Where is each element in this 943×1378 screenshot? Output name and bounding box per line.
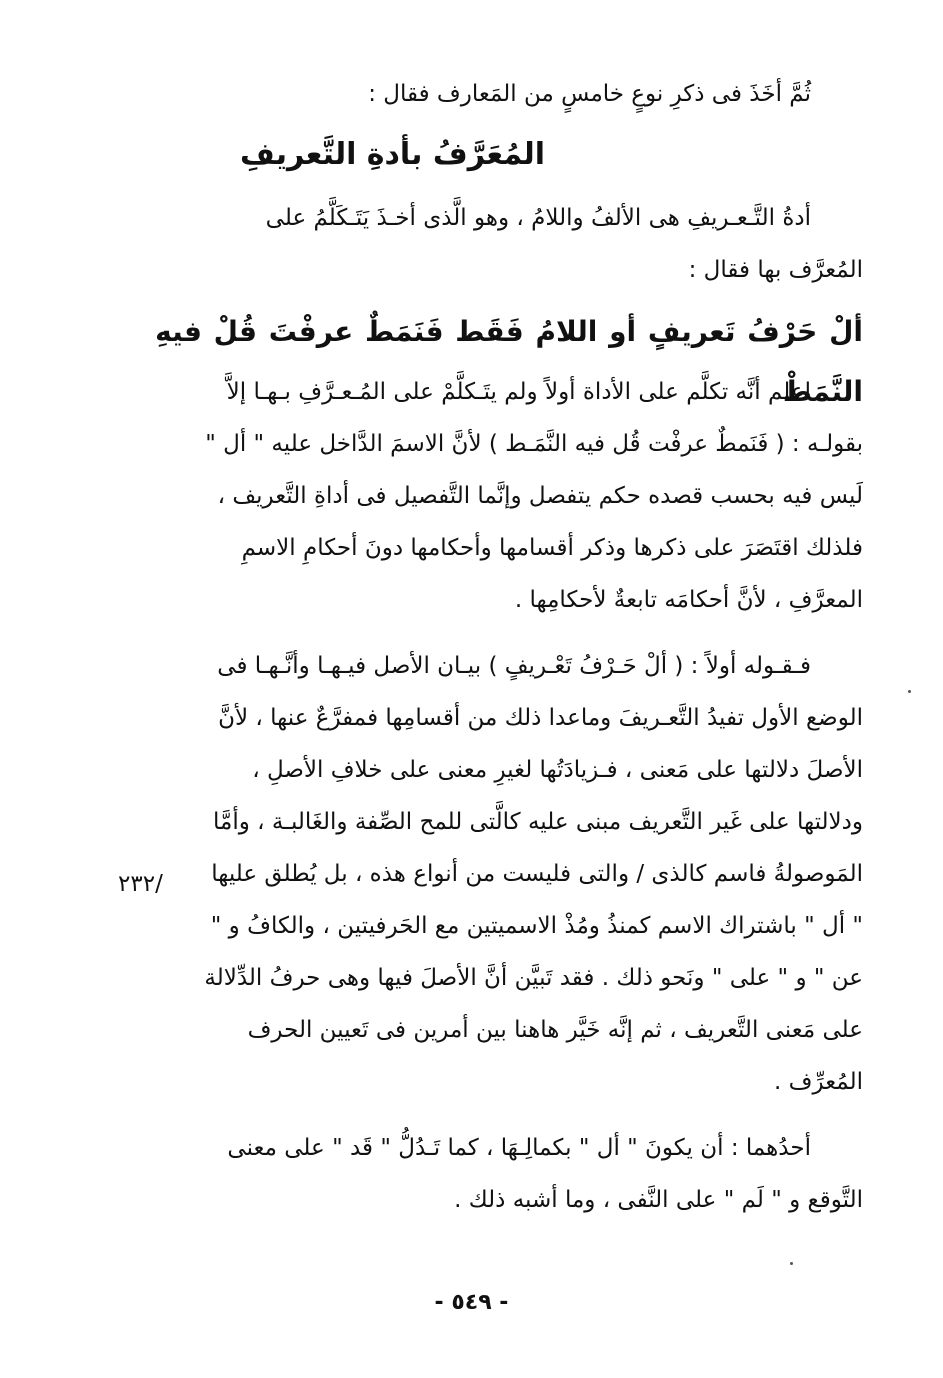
paragraph-3-line: " أل " باشتراك الاسم كمنذُ ومُذْ الاسميتين مع الحَرفيتين ، والكافُ و " — [210, 913, 863, 939]
page-content — [82, 68, 863, 1226]
paragraph-1 — [82, 192, 863, 296]
paragraph-3-line: عن " و " على " ونَحو ذلك . فقد تَبيَّن أنَّ الأصلَ فيها وهى حرفُ الدِّلالة — [204, 965, 863, 991]
scan-speck — [790, 1262, 793, 1265]
paragraph-1-line: المُعرَّف بها فقال : — [688, 257, 863, 283]
paragraph-2-line: بقولـه : ( فَنَمطٌ عرفْت قُل فيه النَّمَـط ) لأنَّ الاسمَ الدَّاخل عليه " أل " — [205, 431, 863, 457]
paragraph-4-line: أحدُهما : أن يكونَ " أل " بكمالِـهَا ، كما تَـدُلُّ " قَد " على معنى — [227, 1135, 811, 1161]
paragraph-2-line: اعلم أنَّه تكلَّم على الأداة أولاً ولم يتَـكلَّمْ على المُـعـرَّفِ بـهـا إلاَّ — [226, 379, 811, 405]
paragraph-2-line: فلذلك اقتَصَرَ على ذكرها وذكر أقسامها وأحكامها دونَ أحكامِ الاسمِ — [241, 535, 863, 561]
paragraph-2-line: لَيس فيه بحسب قصده حكم يتفصل وإنَّما التَّفصيل فى أداةِ التَّعريف ، — [217, 483, 863, 509]
scan-speck — [908, 690, 911, 693]
manuscript-folio-note: /٢٣٢ — [118, 871, 163, 897]
paragraph-4-line: التَّوقع و " لَم " على النَّفى ، وما أشبه ذلك . — [454, 1187, 863, 1213]
paragraph-2 — [82, 366, 863, 626]
intro-line: ثُمَّ أخَذَ فى ذكرِ نوعٍ خامسٍ من المَعارف فقال : — [368, 81, 811, 107]
paragraph-3-line: فـقـوله أولاً : ( ألْ حَـرْفُ تَعْـريفٍ ) بيـان الأصل فيـهـا وأنَّـهـا فى — [217, 653, 811, 679]
section-heading: المُعَرَّفُ بأدةِ التَّعريفِ — [239, 137, 545, 172]
paragraph-3 — [82, 640, 863, 1108]
paragraph-2-line: المعرَّفِ ، لأنَّ أحكامَه تابعةٌ لأحكامِها . — [514, 587, 863, 613]
paragraph-gap — [82, 626, 863, 640]
page-number: - ٥٤٩ - — [434, 1290, 509, 1315]
paragraph-3-line: المُعرِّف . — [774, 1069, 863, 1095]
paragraph-3-line: ودلالتها على غَير التَّعريف مبنى عليه كالَّتى للمح الصِّفة والغَالبـة ، وأمَّا — [213, 809, 863, 835]
paragraph-gap — [82, 1108, 863, 1122]
paragraph-4 — [82, 1122, 863, 1226]
paragraph-1-line: أدةُ التَّـعـريفِ هى الألفُ واللامُ ، وهو الَّذى أخـذَ يَتَـكَلَّمُ على — [265, 205, 811, 231]
poem-verse: ألْ حَرْفُ تَعريفٍ أو اللامُ فَقَط فَنَمَطٌ عرفْتَ قُلْ فيهِ النَّمَطْ — [155, 315, 863, 408]
paragraph-3-line: الأصلَ دلالتها على مَعنى ، فـزيادَتُها لغيرِ معنى على خلافِ الأصلِ ، — [252, 757, 863, 783]
paragraph-3-line: على مَعنى التَّعريف ، ثم إنَّه خَيَّر هاهنا بين أمرين فى تَعيين الحرف — [247, 1017, 863, 1043]
paragraph-3-line: الوضع الأول تفيدُ التَّعـريفَ وماعدا ذلك من أقسامِها فمفرَّعٌ عنها ، لأنَّ — [218, 705, 863, 731]
paragraph-3-line: المَوصولةُ فاسم كالذى / والتى فليست من أنواع هذه ، بل يُطلق عليها — [211, 861, 863, 887]
